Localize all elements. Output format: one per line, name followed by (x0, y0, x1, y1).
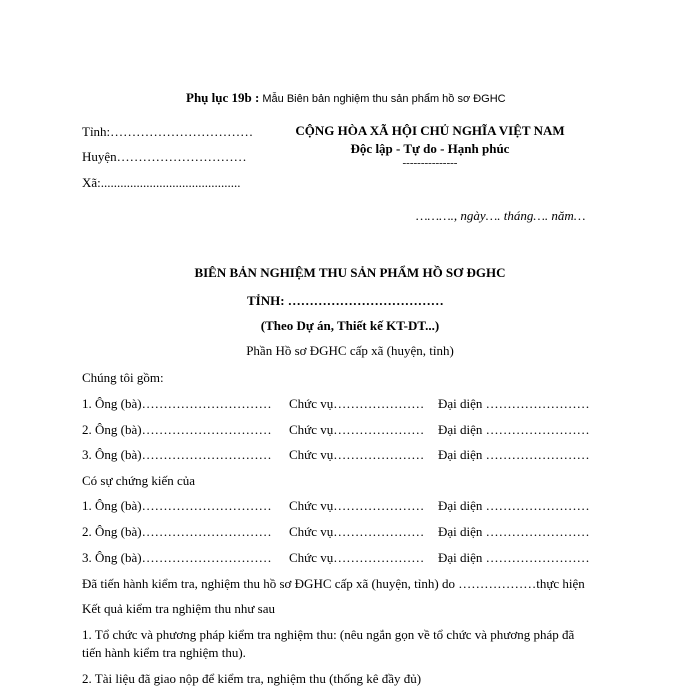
document-title: BIÊN BẢN NGHIỆM THU SẢN PHẨM HỒ SƠ ĐGHC (194, 265, 506, 280)
witness-representative: Đại diện …………………… (438, 550, 590, 565)
header-divider: --------------- (402, 157, 458, 169)
motto: Độc lập - Tự do - Hạnh phúc (350, 141, 510, 156)
item-2: 2. Tài liệu đã giao nộp để kiểm tra, nghiệm thu (thống kê đầy đủ) (82, 671, 422, 686)
member-person: 1. Ông (bà)………………………… (82, 396, 272, 411)
witness-representative: Đại diện …………………… (438, 498, 590, 513)
member-position: Chức vụ………………… (289, 422, 425, 437)
item-1-line-1: 1. Tổ chức và phương pháp kiểm tra nghiệm thu: (nêu ngắn gọn về tổ chức và phương pháp đã (82, 627, 575, 642)
witness-person: 1. Ông (bà)………………………… (82, 498, 272, 513)
member-representative: Đại diện …………………… (438, 447, 590, 462)
member-representative: Đại diện …………………… (438, 396, 590, 411)
item-1-line-2: tiến hành kiểm tra nghiệm thu). (82, 645, 246, 660)
witness-person: 2. Ông (bà)………………………… (82, 524, 272, 539)
witness-position: Chức vụ………………… (289, 550, 425, 565)
district-field: Huyện………………………… (82, 149, 247, 164)
nation-title: CỘNG HÒA XÃ HỘI CHỦ NGHĨA VIỆT NAM (295, 123, 565, 138)
results-heading: Kết quả kiểm tra nghiệm thu như sau (82, 601, 275, 616)
part-subtitle: Phần Hồ sơ ĐGHC cấp xã (huyện, tỉnh) (246, 343, 454, 358)
member-position: Chức vụ………………… (289, 396, 425, 411)
province-field: Tỉnh:…………………………… (82, 124, 254, 139)
member-person: 3. Ông (bà)………………………… (82, 447, 272, 462)
witnesses-heading: Có sự chứng kiến của (82, 473, 196, 488)
member-position: Chức vụ………………… (289, 447, 425, 462)
witness-representative: Đại diện …………………… (438, 524, 590, 539)
appendix-title: Mẫu Biên bản nghiệm thu sản phẩm hồ sơ ĐGHC (259, 93, 506, 105)
date-line: ………., ngày…. tháng…. năm… (416, 208, 586, 223)
members-heading: Chúng tôi gồm: (82, 370, 164, 385)
witness-position: Chức vụ………………… (289, 498, 425, 513)
project-subtitle: (Theo Dự án, Thiết kế KT-DT...) (260, 318, 440, 333)
witness-person: 3. Ông (bà)………………………… (82, 550, 272, 565)
member-person: 2. Ông (bà)………………………… (82, 422, 272, 437)
appendix-label: Phụ lục 19b : (186, 90, 260, 105)
appendix-line (186, 90, 506, 107)
inspection-statement: Đã tiến hành kiểm tra, nghiệm thu hồ sơ ĐGHC cấp xã (huyện, tỉnh) do ………………thực hiện (82, 576, 585, 591)
witness-position: Chức vụ………………… (289, 524, 425, 539)
commune-field: Xã:........................................... (82, 175, 241, 190)
member-representative: Đại diện …………………… (438, 422, 590, 437)
province-line: TỈNH: ……………………………… (247, 293, 444, 308)
